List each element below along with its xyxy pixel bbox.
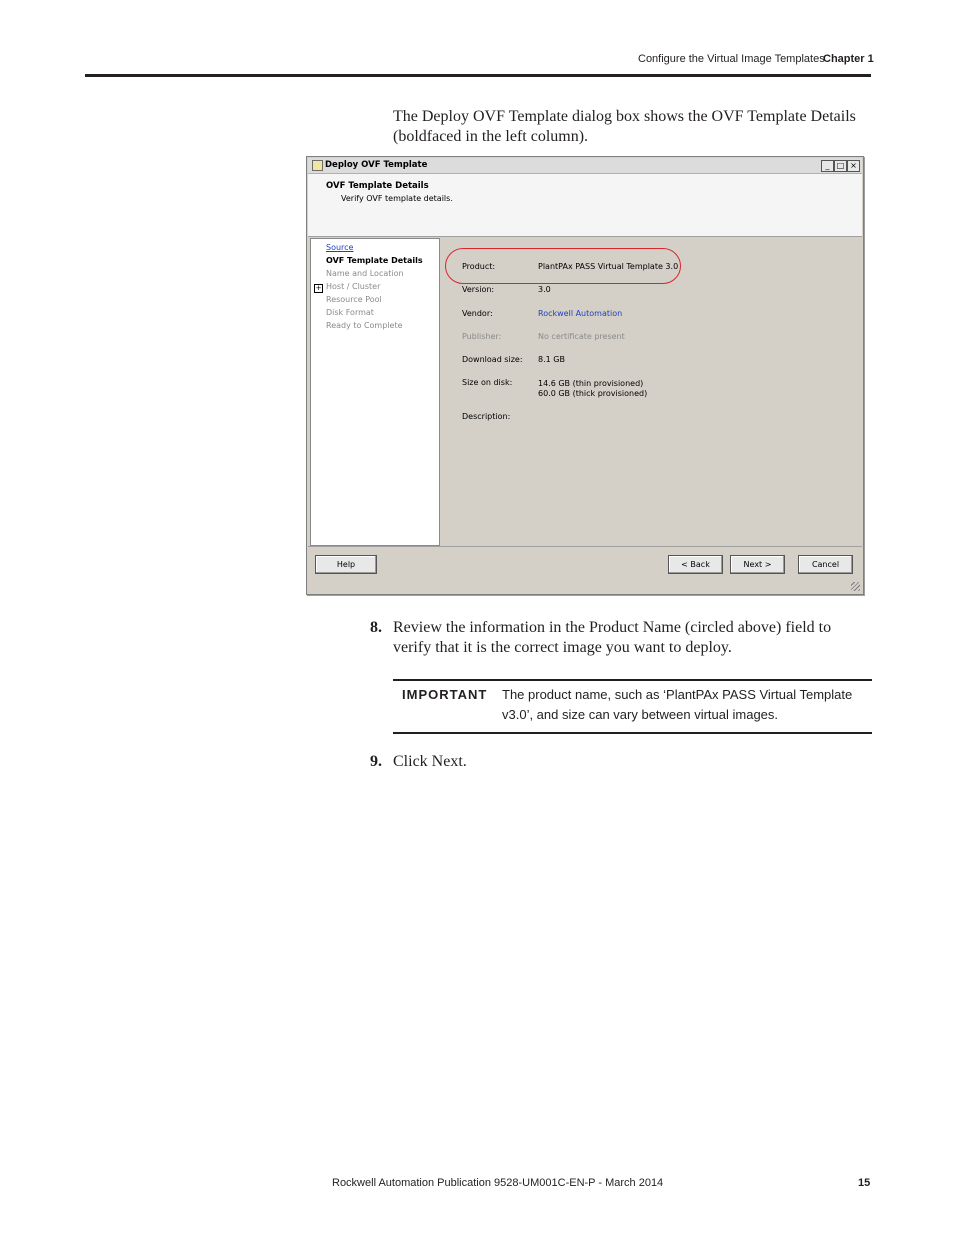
dialog-titlebar [308,158,862,174]
important-top-rule [393,679,872,681]
minimize-icon[interactable]: _ [821,160,834,172]
running-header-chapter: Chapter 1 [823,53,874,65]
cancel-button[interactable]: Cancel [798,555,853,574]
step-9-text: Click Next. [393,753,467,770]
dialog-heading: OVF Template Details [326,181,429,191]
nav-item-name-location: Name and Location [326,269,404,278]
version-label: Version: [462,285,495,294]
maximize-icon[interactable]: □ [834,160,847,172]
button-bar-divider [308,546,862,547]
dialog-title: Deploy OVF Template [325,160,428,170]
dialog-header [308,174,862,237]
nav-item-ovf-details: OVF Template Details [326,256,423,265]
running-header-section: Configure the Virtual Image Templates [638,53,825,65]
help-button[interactable]: Help [315,555,377,574]
header-rule [85,74,871,77]
publisher-value: No certificate present [538,332,625,341]
step-8-text: Review the information in the Product Name (circled above) field to verify that it is the correct image you want to deploy. [393,619,832,656]
important-label: IMPORTANT [402,687,488,702]
step-9-number: 9. [370,753,382,770]
version-value: 3.0 [538,285,551,294]
intro-paragraph: The Deploy OVF Template dialog box shows the OVF Template Details (boldfaced in the left column). [393,108,856,145]
size-on-disk-thin: 14.6 GB (thin provisioned) [538,379,644,388]
nav-item-disk-format: Disk Format [326,308,374,317]
wizard-nav [310,238,440,546]
resize-grip-icon[interactable] [851,582,860,591]
download-size-label: Download size: [462,355,523,364]
download-size-value: 8.1 GB [538,355,565,364]
vendor-label: Vendor: [462,309,493,318]
product-value: PlantPAx PASS Virtual Template 3.0 [538,262,679,271]
deploy-ovf-dialog-screenshot [306,156,864,595]
product-label: Product: [462,262,496,271]
nav-item-resource-pool: Resource Pool [326,295,382,304]
important-text: The product name, such as ‘PlantPAx PASS Virtual Template v3.0’, and size can vary between virtual images. [502,687,853,722]
important-bottom-rule [393,732,872,734]
size-on-disk-label: Size on disk: [462,378,513,387]
size-on-disk-thick: 60.0 GB (thick provisioned) [538,389,648,398]
details-panel [441,238,859,544]
step-8-number: 8. [370,619,382,636]
expand-icon[interactable]: + [315,284,322,292]
app-icon [312,160,323,171]
footer-publication: Rockwell Automation Publication 9528-UM001C-EN-P - March 2014 [332,1177,664,1189]
dialog-subheading: Verify OVF template details. [341,194,453,203]
page-number: 15 [858,1177,871,1189]
nav-item-ready: Ready to Complete [326,321,403,330]
publisher-label: Publisher: [462,332,502,341]
close-icon[interactable]: × [847,160,860,172]
back-button[interactable]: < Back [668,555,723,574]
nav-item-source[interactable]: Source [326,243,354,252]
nav-item-host-cluster: Host / Cluster [326,282,381,291]
next-button[interactable]: Next > [730,555,785,574]
description-label: Description: [462,412,511,421]
vendor-link[interactable]: Rockwell Automation [538,309,623,318]
